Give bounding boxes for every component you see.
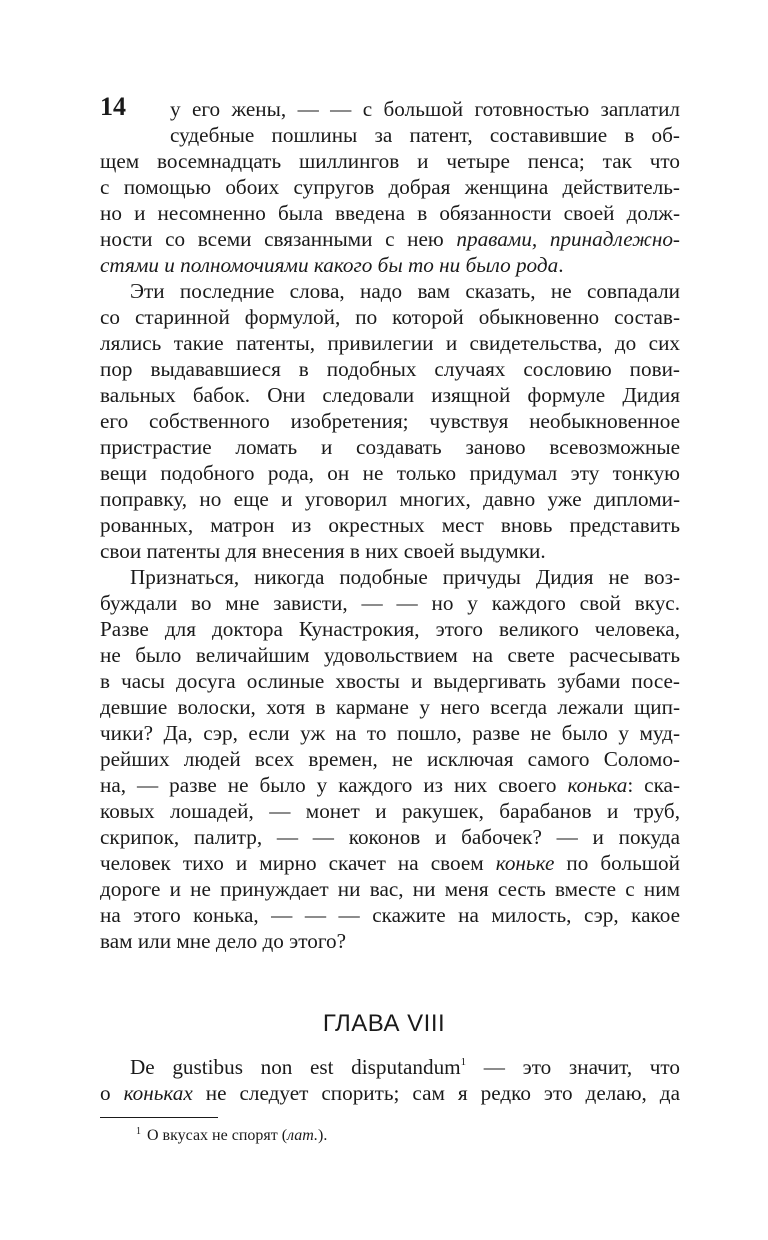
text-line: Признаться, никогда подобные причуды Дидия не воз- xyxy=(130,565,680,589)
footnote-text: ). xyxy=(317,1127,328,1144)
text-line: в часы досуга ослиные хвосты и выдергивать зубами посе- xyxy=(100,669,680,693)
text-line: его собственного изобретения; чувствуя необыкновенное xyxy=(100,409,680,433)
text-span: по большой xyxy=(554,851,680,875)
text-line xyxy=(100,772,680,798)
text-line: пор выдававшиеся в подобных случаях сословию пови- xyxy=(100,357,680,381)
text-line: буждали во мне зависти, — — но у каждого свой вкус. xyxy=(100,591,680,615)
text-line: чики? Да, сэр, если уж на то пошло, разве не было у муд- xyxy=(100,721,680,745)
text-span: — это значит, что xyxy=(466,1055,680,1079)
italic-text: коньке xyxy=(495,851,555,875)
text-line: у его жены, — — с большой готовностью заплатил xyxy=(170,97,680,121)
text-line: Разве для доктора Кунастрокия, этого великого человека, xyxy=(100,617,680,641)
text-line: вещи подобного рода, он не только придумал эту тонкую xyxy=(100,461,680,485)
footnote-divider xyxy=(100,1117,218,1118)
text-line: свои патенты для внесения в них своей выдумки. xyxy=(100,539,546,563)
text-span: не следует спорить; сам я редко это делаю, да xyxy=(192,1081,680,1105)
text-span: о xyxy=(100,1081,124,1105)
text-line: не было величайшим удовольствием на свете расчесывать xyxy=(100,643,680,667)
footnote xyxy=(136,1126,327,1146)
italic-text: лат. xyxy=(287,1127,318,1144)
text-line: судебные пошлины за патент, составившие в об- xyxy=(170,123,680,147)
italic-text: коньках xyxy=(123,1081,193,1105)
text-line: но и несомненно была введена в обязанности своей долж- xyxy=(100,201,680,225)
text-line xyxy=(100,1080,680,1106)
text-span: . xyxy=(558,253,564,277)
text-line xyxy=(130,1054,680,1080)
text-line: лялись такие патенты, привилегии и свидетельства, до сих xyxy=(100,331,680,355)
text-line xyxy=(100,850,680,876)
text-line: на этого конька, — — — скажите на милость, сэр, какое xyxy=(100,903,680,927)
text-line xyxy=(100,226,680,252)
text-span: человек тихо и мирно скачет на своем xyxy=(100,851,496,875)
text-line: Эти последние слова, надо вам сказать, не совпадали xyxy=(130,279,680,303)
text-line: рованных, матрон из окрестных мест вновь представить xyxy=(100,513,680,537)
text-line: со старинной формулой, по которой обыкновенно состав- xyxy=(100,305,680,329)
text-line: вам или мне дело до этого? xyxy=(100,929,346,953)
italic-text: правами, принадлежно- xyxy=(456,227,680,251)
text-line: ковых лошадей, — монет и ракушек, барабанов и труб, xyxy=(100,799,680,823)
text-line xyxy=(100,252,680,278)
italic-text: конька xyxy=(567,773,628,797)
text-span: De gustibus non est disputandum xyxy=(130,1055,461,1079)
page-number: 14 xyxy=(100,92,126,121)
text-line: поправку, но еще и уговорил многих, давно уже дипломи- xyxy=(100,487,680,511)
text-line: девшие волоски, хотя в кармане у него всегда лежали щип- xyxy=(100,695,680,719)
footnote-number: 1 xyxy=(136,1126,141,1137)
text-line: щем восемнадцать шиллингов и четыре пенса; так что xyxy=(100,149,680,173)
footnote-ref[interactable]: 1 xyxy=(460,1056,467,1068)
text-span: на, — разве не было у каждого из них своего xyxy=(100,773,568,797)
text-span: ности со всеми связанными с нею xyxy=(100,227,457,251)
text-line: рейших людей всех времен, не исключая самого Соломо- xyxy=(100,747,680,771)
text-span: : ска- xyxy=(627,773,681,797)
text-line: с помощью обоих супругов добрая женщина действитель- xyxy=(100,175,680,199)
text-line: пристрастие ломать и создавать заново всевозможные xyxy=(100,435,680,459)
italic-text: стями и полномочиями какого бы то ни было рода xyxy=(100,253,559,277)
text-line: дороге и не принуждает ни вас, ни меня сесть вместе с ним xyxy=(100,877,680,901)
text-line: вальных бабок. Они следовали изящной формуле Дидия xyxy=(100,383,680,407)
chapter-title: ГЛАВА VIII xyxy=(322,1010,446,1037)
footnote-text: О вкусах не спорят ( xyxy=(147,1127,288,1144)
text-line: скрипок, палитр, — — коконов и бабочек? — и покуда xyxy=(100,825,680,849)
